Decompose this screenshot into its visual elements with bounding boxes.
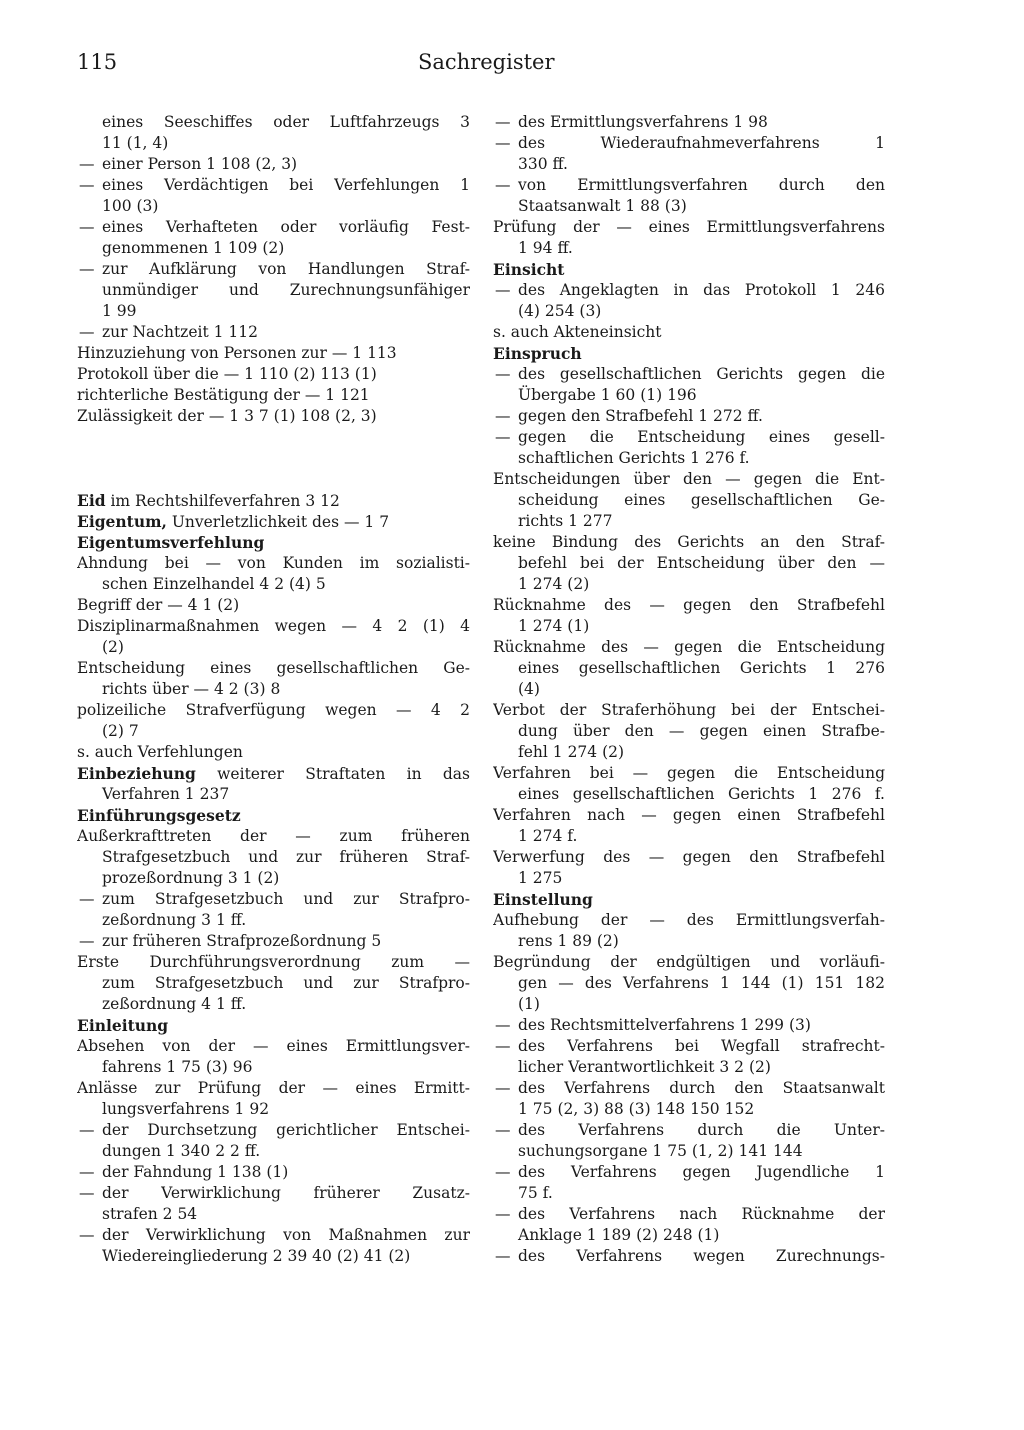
index-headword-line bbox=[77, 805, 470, 826]
index-headword-rest: weiterer Straftaten in das bbox=[195, 765, 470, 783]
index-subentry: — des Verfahrens durch den Staatsanwalt bbox=[493, 1078, 885, 1099]
index-continuation: genommenen 1 109 (2) bbox=[102, 239, 285, 257]
index-entry: Prüfung der — eines Ermittlungsverfahrens bbox=[493, 218, 885, 236]
index-continuation: licher Verantwortlichkeit 3 2 (2) bbox=[518, 1058, 771, 1076]
index-continuation: (2) bbox=[102, 638, 124, 656]
index-continuation: dungen 1 340 2 2 ff. bbox=[102, 1142, 261, 1160]
index-continuation: zeßordnung 4 1 ff. bbox=[102, 995, 247, 1013]
index-subentry: — des Verfahrens gegen Jugendliche 1 bbox=[493, 1162, 885, 1183]
index-headword: Eigentum, bbox=[77, 512, 167, 531]
index-entry: Protokoll über die — 1 110 (2) 113 (1) bbox=[77, 365, 377, 383]
index-entry: Absehen von der — eines Ermittlungsver- bbox=[77, 1037, 470, 1055]
index-headword: Einspruch bbox=[493, 344, 582, 363]
running-title: Sachregister bbox=[418, 50, 555, 74]
index-subentry: — der Fahndung 1 138 (1) bbox=[77, 1162, 470, 1183]
index-continuation: 11 (1, 4) bbox=[102, 134, 169, 152]
index-subentry: — des Verfahrens durch die Unter- bbox=[493, 1120, 885, 1141]
index-continuation: schen Einzelhandel 4 2 (4) 5 bbox=[102, 575, 326, 593]
index-continuation: 100 (3) bbox=[102, 197, 159, 215]
index-continuation: gen — des Verfahrens 1 144 (1) 151 182 bbox=[518, 974, 885, 992]
index-column-right bbox=[493, 112, 885, 1267]
index-continuation: 1 94 ff. bbox=[518, 239, 573, 257]
index-entry: Verbot der Straferhöhung bei der Entschei- bbox=[493, 701, 885, 719]
index-entry: polizeiliche Strafverfügung wegen — 4 2 bbox=[77, 701, 470, 719]
index-subentry: — der Verwirklichung von Maßnahmen zur bbox=[77, 1225, 470, 1246]
index-entry: Rücknahme des — gegen den Strafbefehl bbox=[493, 596, 885, 614]
index-subentry: — zur Aufklärung von Handlungen Straf- bbox=[77, 259, 470, 280]
index-continuation: 1 275 bbox=[518, 869, 563, 887]
section-gap bbox=[77, 427, 470, 490]
index-subentry: — des Verfahrens nach Rücknahme der bbox=[493, 1204, 885, 1225]
index-continuation: 1 99 bbox=[102, 302, 137, 320]
index-entry: Begründung der endgültigen und vorläufi- bbox=[493, 953, 885, 971]
index-entry: Anlässe zur Prüfung der — eines Ermitt- bbox=[77, 1079, 470, 1097]
index-headword: Einstellung bbox=[493, 890, 593, 909]
index-headword-line bbox=[493, 259, 885, 280]
index-subentry: — einer Person 1 108 (2, 3) bbox=[77, 154, 470, 175]
index-continuation: 1 75 (2, 3) 88 (3) 148 150 152 bbox=[518, 1100, 755, 1118]
index-entry: keine Bindung des Gerichts an den Straf- bbox=[493, 533, 885, 551]
index-continuation: Staatsanwalt 1 88 (3) bbox=[518, 197, 687, 215]
index-subentry: — gegen die Entscheidung eines gesell- bbox=[493, 427, 885, 448]
index-entry: Aufhebung der — des Ermittlungsverfah- bbox=[493, 911, 885, 929]
index-entry: Erste Durchführungsverordnung zum — bbox=[77, 953, 470, 971]
index-headword-rest: im Rechtshilfeverfahren 3 12 bbox=[105, 492, 340, 510]
page-header bbox=[0, 50, 1024, 80]
index-entry: Verfahren nach — gegen einen Strafbefehl bbox=[493, 806, 885, 824]
index-continuation: eines gesellschaftlichen Gerichts 1 276 bbox=[518, 659, 885, 677]
index-headword-line bbox=[493, 889, 885, 910]
index-continuation: lungsverfahrens 1 92 bbox=[102, 1100, 270, 1118]
index-subentry: — des Verfahrens bei Wegfall strafrecht- bbox=[493, 1036, 885, 1057]
index-entry: Außerkrafttreten der — zum früheren bbox=[77, 827, 470, 845]
index-headword-line bbox=[77, 511, 470, 532]
index-subentry: — zur Nachtzeit 1 112 bbox=[77, 322, 470, 343]
index-subentry: — des gesellschaftlichen Gerichts gegen die bbox=[493, 364, 885, 385]
index-continuation: 1 274 f. bbox=[518, 827, 578, 845]
index-headword-rest: Unverletzlichkeit des — 1 7 bbox=[166, 513, 390, 531]
index-entry: Hinzuziehung von Personen zur — 1 113 bbox=[77, 344, 397, 362]
index-entry: Zulässigkeit der — 1 3 7 (1) 108 (2, 3) bbox=[77, 407, 377, 425]
index-continuation: 1 274 (2) bbox=[518, 575, 590, 593]
index-headword: Eigentumsverfehlung bbox=[77, 533, 265, 552]
index-subentry: — zur früheren Strafprozeßordnung 5 bbox=[77, 931, 470, 952]
index-continuation: zum Strafgesetzbuch und zur Strafpro- bbox=[102, 974, 470, 992]
index-continuation: Strafgesetzbuch und zur früheren Straf- bbox=[102, 848, 470, 866]
index-continuation: richts über — 4 2 (3) 8 bbox=[102, 680, 281, 698]
index-continuation: schaftlichen Gerichts 1 276 f. bbox=[518, 449, 750, 467]
index-entry: richterliche Bestätigung der — 1 121 bbox=[77, 386, 370, 404]
index-headword: Einleitung bbox=[77, 1016, 169, 1035]
index-headword: Eid bbox=[77, 491, 106, 510]
index-continuation: rens 1 89 (2) bbox=[518, 932, 619, 950]
index-subentry: — zum Strafgesetzbuch und zur Strafpro- bbox=[77, 889, 470, 910]
index-headword-line bbox=[77, 532, 470, 553]
index-continuation: fahrens 1 75 (3) 96 bbox=[102, 1058, 253, 1076]
index-entry: Entscheidungen über den — gegen die Ent- bbox=[493, 470, 885, 488]
index-column-left bbox=[77, 112, 470, 1267]
index-entry: Ahndung bei — von Kunden im sozialisti- bbox=[77, 554, 470, 572]
index-subentry: — des Verfahrens wegen Zurechnungs- bbox=[493, 1246, 885, 1267]
index-entry: Verwerfung des — gegen den Strafbefehl bbox=[493, 848, 885, 866]
index-continuation: (4) 254 (3) bbox=[518, 302, 602, 320]
index-subentry: — der Verwirklichung früherer Zusatz- bbox=[77, 1183, 470, 1204]
index-continuation: (1) bbox=[518, 995, 540, 1013]
index-continuation: scheidung eines gesellschaftlichen Ge- bbox=[518, 491, 885, 509]
index-subentry: — von Ermittlungsverfahren durch den bbox=[493, 175, 885, 196]
index-subentry: — des Ermittlungsverfahrens 1 98 bbox=[493, 112, 885, 133]
index-continuation: eines Seeschiffes oder Luftfahrzeugs 3 bbox=[102, 113, 470, 131]
index-entry: s. auch Verfehlungen bbox=[77, 743, 243, 761]
index-entry: Verfahren bei — gegen die Entscheidung bbox=[493, 764, 885, 782]
index-continuation: eines gesellschaftlichen Gerichts 1 276 f. bbox=[518, 785, 885, 803]
index-continuation: Anklage 1 189 (2) 248 (1) bbox=[518, 1226, 720, 1244]
index-continuation: strafen 2 54 bbox=[102, 1205, 198, 1223]
index-entry: Rücknahme des — gegen die Entscheidung bbox=[493, 638, 885, 656]
index-subentry: — der Durchsetzung gerichtlicher Entschei- bbox=[77, 1120, 470, 1141]
index-headword: Einbeziehung bbox=[77, 764, 196, 783]
index-subentry: — eines Verhafteten oder vorläufig Fest- bbox=[77, 217, 470, 238]
index-continuation: (2) 7 bbox=[102, 722, 139, 740]
index-continuation: unmündiger und Zurechnungsunfähiger bbox=[102, 281, 470, 299]
index-continuation: Verfahren 1 237 bbox=[102, 785, 230, 803]
index-headword: Einsicht bbox=[493, 260, 565, 279]
index-entry: Begriff der — 4 1 (2) bbox=[77, 596, 240, 614]
index-headword: Einführungsgesetz bbox=[77, 806, 241, 825]
index-continuation: Übergabe 1 60 (1) 196 bbox=[518, 386, 697, 404]
index-continuation: befehl bei der Entscheidung über den — bbox=[518, 554, 885, 572]
index-entry: Disziplinarmaßnahmen wegen — 4 2 (1) 4 bbox=[77, 617, 470, 635]
index-continuation: Wiedereingliederung 2 39 40 (2) 41 (2) bbox=[102, 1247, 411, 1265]
index-headword-line bbox=[493, 343, 885, 364]
index-continuation: 330 ff. bbox=[518, 155, 568, 173]
index-subentry: — eines Verdächtigen bei Verfehlungen 1 bbox=[77, 175, 470, 196]
index-headword-line bbox=[77, 1015, 470, 1036]
page-number: 115 bbox=[77, 50, 118, 74]
index-subentry: — gegen den Strafbefehl 1 272 ff. bbox=[493, 406, 885, 427]
index-subentry: — des Rechtsmittelverfahrens 1 299 (3) bbox=[493, 1015, 885, 1036]
index-headword-line bbox=[77, 490, 470, 511]
index-continuation: prozeßordnung 3 1 (2) bbox=[102, 869, 280, 887]
index-continuation: richts 1 277 bbox=[518, 512, 613, 530]
index-entry: Entscheidung eines gesellschaftlichen Ge- bbox=[77, 659, 470, 677]
index-subentry: — des Wiederaufnahmeverfahrens 1 bbox=[493, 133, 885, 154]
index-continuation: fehl 1 274 (2) bbox=[518, 743, 625, 761]
index-continuation: dung über den — gegen einen Strafbe- bbox=[518, 722, 885, 740]
index-continuation: suchungsorgane 1 75 (1, 2) 141 144 bbox=[518, 1142, 803, 1160]
index-entry: s. auch Akteneinsicht bbox=[493, 323, 662, 341]
index-continuation: zeßordnung 3 1 ff. bbox=[102, 911, 247, 929]
index-headword-line bbox=[77, 763, 470, 784]
index-continuation: 1 274 (1) bbox=[518, 617, 590, 635]
index-continuation: (4) bbox=[518, 680, 540, 698]
index-subentry: — des Angeklagten in das Protokoll 1 246 bbox=[493, 280, 885, 301]
index-continuation: 75 f. bbox=[518, 1184, 553, 1202]
